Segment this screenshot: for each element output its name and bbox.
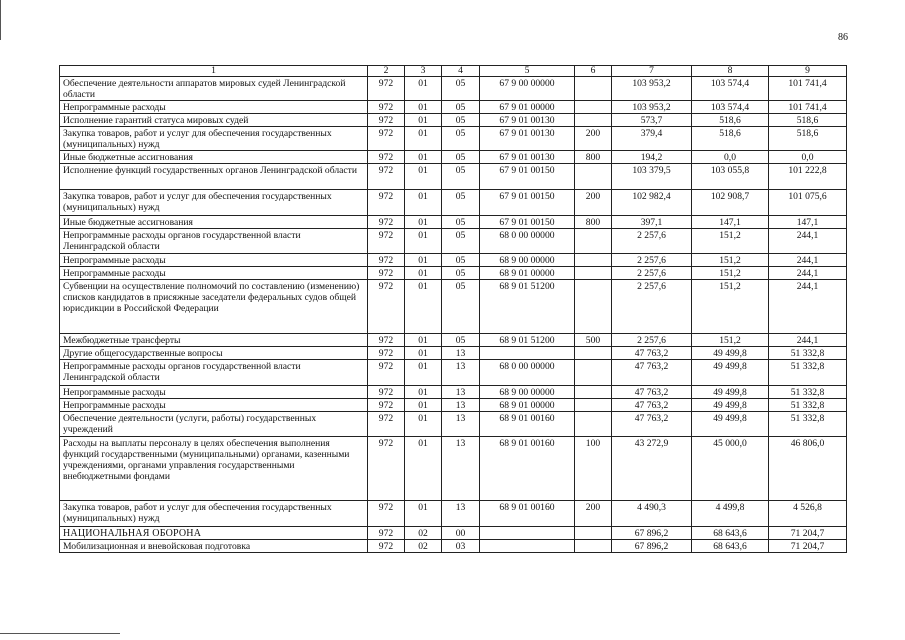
cell-amount-col9: 244,1 — [769, 254, 847, 267]
cell-subsection: 05 — [442, 190, 480, 216]
cell-expense-type — [575, 229, 612, 254]
cell-description: Непрограммные расходы — [60, 267, 368, 280]
cell-amount-col9: 51 332,8 — [769, 386, 847, 399]
cell-amount-col7: 103 953,2 — [612, 77, 692, 101]
cell-subsection: 05 — [442, 216, 480, 229]
cell-section: 01 — [405, 334, 442, 347]
cell-amount-col8: 103 574,4 — [692, 101, 769, 114]
cell-expense-type — [575, 254, 612, 267]
table-row — [60, 190, 847, 216]
cell-amount-col7: 47 763,2 — [612, 412, 692, 437]
cell-description: Иные бюджетные ассигнования — [60, 151, 368, 164]
cell-ministry-code: 972 — [368, 386, 405, 399]
cell-ministry-code: 972 — [368, 190, 405, 216]
cell-amount-col7: 573,7 — [612, 114, 692, 127]
cell-expense-type — [575, 101, 612, 114]
cell-amount-col9: 4 526,8 — [769, 501, 847, 527]
cell-subsection: 05 — [442, 114, 480, 127]
table-row — [60, 151, 847, 164]
cell-amount-col8: 151,2 — [692, 267, 769, 280]
cell-amount-col7: 67 896,2 — [612, 527, 692, 540]
cell-amount-col7: 47 763,2 — [612, 360, 692, 386]
cell-target-article: 68 0 00 00000 — [480, 360, 575, 386]
cell-section: 01 — [405, 501, 442, 527]
cell-subsection: 05 — [442, 334, 480, 347]
cell-description: Расходы на выплаты персоналу в целях обеспечения выполнения функций государственными (муниципальными) органами, казенными учреждениями, органами управления государственными внебюджетными фондами — [60, 437, 368, 501]
cell-amount-col9: 147,1 — [769, 216, 847, 229]
cell-subsection: 05 — [442, 254, 480, 267]
cell-amount-col7: 103 953,2 — [612, 101, 692, 114]
cell-expense-type: 800 — [575, 216, 612, 229]
table-row — [60, 77, 847, 101]
cell-amount-col9: 244,1 — [769, 334, 847, 347]
cell-section: 01 — [405, 360, 442, 386]
cell-ministry-code: 972 — [368, 540, 405, 553]
cell-target-article: 68 9 01 00000 — [480, 267, 575, 280]
scan-edge-mark — [0, 0, 4, 40]
cell-amount-col7: 4 490,3 — [612, 501, 692, 527]
cell-expense-type — [575, 360, 612, 386]
cell-amount-col8: 151,2 — [692, 334, 769, 347]
cell-amount-col8: 49 499,8 — [692, 347, 769, 360]
table-row — [60, 527, 847, 540]
cell-description: Исполнение гарантий статуса мировых судей — [60, 114, 368, 127]
cell-target-article — [480, 527, 575, 540]
cell-amount-col9: 51 332,8 — [769, 412, 847, 437]
cell-amount-col7: 67 896,2 — [612, 540, 692, 553]
cell-amount-col9: 101 222,8 — [769, 164, 847, 190]
cell-target-article: 67 9 01 00130 — [480, 127, 575, 151]
cell-section: 01 — [405, 254, 442, 267]
budget-table — [59, 65, 847, 553]
cell-amount-col8: 49 499,8 — [692, 399, 769, 412]
cell-amount-col9: 71 204,7 — [769, 540, 847, 553]
cell-description: Межбюджетные трансферты — [60, 334, 368, 347]
cell-description: Обеспечение деятельности (услуги, работы) государственных учреждений — [60, 412, 368, 437]
cell-target-article — [480, 540, 575, 553]
cell-ministry-code: 972 — [368, 399, 405, 412]
cell-description: Непрограммные расходы органов государственной власти Ленинградской области — [60, 229, 368, 254]
cell-section: 01 — [405, 412, 442, 437]
cell-amount-col7: 43 272,9 — [612, 437, 692, 501]
cell-subsection: 00 — [442, 527, 480, 540]
cell-amount-col8: 45 000,0 — [692, 437, 769, 501]
cell-description: Непрограммные расходы — [60, 254, 368, 267]
cell-description: Исполнение функций государственных органов Ленинградской области — [60, 164, 368, 190]
table-row — [60, 334, 847, 347]
cell-ministry-code: 972 — [368, 151, 405, 164]
cell-target-article: 68 0 00 00000 — [480, 229, 575, 254]
cell-expense-type — [575, 114, 612, 127]
cell-expense-type — [575, 164, 612, 190]
cell-subsection: 05 — [442, 229, 480, 254]
table-row — [60, 437, 847, 501]
table-row — [60, 347, 847, 360]
header-cell-2: 2 — [368, 66, 405, 77]
cell-subsection: 13 — [442, 437, 480, 501]
cell-amount-col8: 103 574,4 — [692, 77, 769, 101]
header-cell-1: 1 — [60, 66, 368, 77]
cell-subsection: 05 — [442, 267, 480, 280]
cell-subsection: 13 — [442, 347, 480, 360]
header-cell-8: 8 — [692, 66, 769, 77]
cell-amount-col9: 0,0 — [769, 151, 847, 164]
cell-subsection: 05 — [442, 280, 480, 334]
header-cell-5: 5 — [480, 66, 575, 77]
cell-description: Субвенции на осуществление полномочий по составлению (изменению) списков кандидатов в присяжные заседатели федеральных судов общей юрисдикции в Российской Федерации — [60, 280, 368, 334]
cell-amount-col8: 151,2 — [692, 254, 769, 267]
cell-subsection: 05 — [442, 101, 480, 114]
cell-amount-col7: 2 257,6 — [612, 280, 692, 334]
cell-amount-col7: 47 763,2 — [612, 347, 692, 360]
cell-ministry-code: 972 — [368, 114, 405, 127]
cell-ministry-code: 972 — [368, 412, 405, 437]
cell-target-article: 68 9 01 00160 — [480, 412, 575, 437]
cell-ministry-code: 972 — [368, 127, 405, 151]
cell-section: 01 — [405, 347, 442, 360]
cell-section: 01 — [405, 77, 442, 101]
cell-description: Непрограммные расходы — [60, 399, 368, 412]
cell-amount-col9: 244,1 — [769, 267, 847, 280]
cell-description: Непрограммные расходы — [60, 386, 368, 399]
cell-section: 01 — [405, 127, 442, 151]
cell-target-article: 67 9 01 00150 — [480, 164, 575, 190]
cell-section: 01 — [405, 164, 442, 190]
cell-expense-type — [575, 527, 612, 540]
cell-ministry-code: 972 — [368, 101, 405, 114]
cell-target-article: 67 9 01 00130 — [480, 151, 575, 164]
cell-description: Обеспечение деятельности аппаратов мировых судей Ленинградской области — [60, 77, 368, 101]
scan-edge-line — [0, 633, 120, 634]
cell-section: 01 — [405, 101, 442, 114]
cell-amount-col8: 68 643,6 — [692, 540, 769, 553]
cell-description: Закупка товаров, работ и услуг для обеспечения государственных (муниципальных) нужд — [60, 127, 368, 151]
cell-subsection: 05 — [442, 164, 480, 190]
cell-target-article: 68 9 01 00000 — [480, 399, 575, 412]
cell-amount-col9: 51 332,8 — [769, 360, 847, 386]
header-cell-4: 4 — [442, 66, 480, 77]
cell-section: 01 — [405, 399, 442, 412]
cell-subsection: 13 — [442, 360, 480, 386]
cell-target-article: 68 9 01 51200 — [480, 334, 575, 347]
cell-section: 01 — [405, 151, 442, 164]
table-row — [60, 114, 847, 127]
header-cell-7: 7 — [612, 66, 692, 77]
cell-ministry-code: 972 — [368, 437, 405, 501]
table-row — [60, 101, 847, 114]
cell-target-article: 67 9 01 00150 — [480, 216, 575, 229]
cell-amount-col8: 49 499,8 — [692, 360, 769, 386]
cell-amount-col9: 518,6 — [769, 127, 847, 151]
cell-target-article: 68 9 01 51200 — [480, 280, 575, 334]
cell-expense-type — [575, 267, 612, 280]
header-cell-9: 9 — [769, 66, 847, 77]
table-row — [60, 229, 847, 254]
cell-ministry-code: 972 — [368, 334, 405, 347]
cell-subsection: 05 — [442, 151, 480, 164]
table-row — [60, 399, 847, 412]
cell-expense-type — [575, 540, 612, 553]
cell-target-article: 67 9 01 00150 — [480, 190, 575, 216]
cell-amount-col8: 103 055,8 — [692, 164, 769, 190]
cell-section: 01 — [405, 190, 442, 216]
cell-description: НАЦИОНАЛЬНАЯ ОБОРОНА — [60, 527, 368, 540]
cell-expense-type: 500 — [575, 334, 612, 347]
cell-ministry-code: 972 — [368, 216, 405, 229]
cell-description: Непрограммные расходы — [60, 101, 368, 114]
header-cell-6: 6 — [575, 66, 612, 77]
table-row — [60, 127, 847, 151]
cell-amount-col7: 194,2 — [612, 151, 692, 164]
cell-amount-col9: 518,6 — [769, 114, 847, 127]
cell-amount-col7: 102 982,4 — [612, 190, 692, 216]
table-row — [60, 412, 847, 437]
table-row — [60, 540, 847, 553]
cell-expense-type — [575, 386, 612, 399]
cell-section: 01 — [405, 216, 442, 229]
cell-amount-col7: 103 379,5 — [612, 164, 692, 190]
page-number: 86 — [838, 32, 848, 43]
cell-amount-col8: 518,6 — [692, 114, 769, 127]
cell-target-article: 67 9 01 00000 — [480, 101, 575, 114]
cell-target-article: 68 9 00 00000 — [480, 254, 575, 267]
cell-expense-type — [575, 412, 612, 437]
cell-ministry-code: 972 — [368, 254, 405, 267]
cell-section: 02 — [405, 527, 442, 540]
header-cell-3: 3 — [405, 66, 442, 77]
table-body — [60, 66, 847, 553]
cell-amount-col8: 151,2 — [692, 229, 769, 254]
table-row — [60, 386, 847, 399]
cell-subsection: 03 — [442, 540, 480, 553]
cell-amount-col8: 4 499,8 — [692, 501, 769, 527]
table-row — [60, 254, 847, 267]
cell-expense-type — [575, 280, 612, 334]
cell-description: Непрограммные расходы органов государственной власти Ленинградской области — [60, 360, 368, 386]
cell-section: 02 — [405, 540, 442, 553]
cell-description: Закупка товаров, работ и услуг для обеспечения государственных (муниципальных) нужд — [60, 501, 368, 527]
cell-ministry-code: 972 — [368, 347, 405, 360]
cell-amount-col9: 101 741,4 — [769, 77, 847, 101]
cell-amount-col9: 101 075,6 — [769, 190, 847, 216]
cell-amount-col8: 0,0 — [692, 151, 769, 164]
cell-subsection: 13 — [442, 412, 480, 437]
cell-target-article: 68 9 00 00000 — [480, 386, 575, 399]
cell-expense-type: 800 — [575, 151, 612, 164]
table-row — [60, 280, 847, 334]
cell-section: 01 — [405, 386, 442, 399]
cell-section: 01 — [405, 437, 442, 501]
cell-target-article: 68 9 01 00160 — [480, 437, 575, 501]
cell-expense-type: 100 — [575, 437, 612, 501]
cell-amount-col9: 51 332,8 — [769, 399, 847, 412]
table-row — [60, 501, 847, 527]
cell-subsection: 13 — [442, 501, 480, 527]
cell-ministry-code: 972 — [368, 280, 405, 334]
table-row — [60, 267, 847, 280]
cell-expense-type: 200 — [575, 127, 612, 151]
cell-expense-type — [575, 347, 612, 360]
table-header-row — [60, 66, 847, 77]
cell-amount-col7: 2 257,6 — [612, 229, 692, 254]
cell-amount-col7: 47 763,2 — [612, 386, 692, 399]
cell-amount-col8: 151,2 — [692, 280, 769, 334]
cell-target-article: 68 9 01 00160 — [480, 501, 575, 527]
cell-expense-type: 200 — [575, 501, 612, 527]
table-row — [60, 164, 847, 190]
cell-subsection: 05 — [442, 77, 480, 101]
cell-section: 01 — [405, 114, 442, 127]
cell-amount-col7: 47 763,2 — [612, 399, 692, 412]
cell-amount-col7: 397,1 — [612, 216, 692, 229]
cell-amount-col7: 2 257,6 — [612, 254, 692, 267]
cell-ministry-code: 972 — [368, 527, 405, 540]
cell-amount-col9: 71 204,7 — [769, 527, 847, 540]
cell-amount-col8: 102 908,7 — [692, 190, 769, 216]
cell-amount-col8: 68 643,6 — [692, 527, 769, 540]
cell-subsection: 13 — [442, 399, 480, 412]
cell-section: 01 — [405, 280, 442, 334]
cell-expense-type — [575, 399, 612, 412]
cell-ministry-code: 972 — [368, 164, 405, 190]
cell-amount-col8: 49 499,8 — [692, 412, 769, 437]
table-row — [60, 360, 847, 386]
cell-amount-col7: 2 257,6 — [612, 267, 692, 280]
cell-description: Другие общегосударственные вопросы — [60, 347, 368, 360]
cell-amount-col8: 49 499,8 — [692, 386, 769, 399]
cell-expense-type — [575, 77, 612, 101]
cell-amount-col9: 46 806,0 — [769, 437, 847, 501]
cell-description: Мобилизационная и вневойсковая подготовка — [60, 540, 368, 553]
cell-ministry-code: 972 — [368, 267, 405, 280]
cell-expense-type: 200 — [575, 190, 612, 216]
cell-section: 01 — [405, 229, 442, 254]
cell-amount-col8: 518,6 — [692, 127, 769, 151]
cell-description: Закупка товаров, работ и услуг для обеспечения государственных (муниципальных) нужд — [60, 190, 368, 216]
cell-amount-col9: 51 332,8 — [769, 347, 847, 360]
cell-ministry-code: 972 — [368, 501, 405, 527]
cell-description: Иные бюджетные ассигнования — [60, 216, 368, 229]
cell-section: 01 — [405, 267, 442, 280]
cell-ministry-code: 972 — [368, 77, 405, 101]
cell-amount-col8: 147,1 — [692, 216, 769, 229]
cell-amount-col9: 101 741,4 — [769, 101, 847, 114]
cell-subsection: 05 — [442, 127, 480, 151]
cell-amount-col9: 244,1 — [769, 280, 847, 334]
cell-ministry-code: 972 — [368, 229, 405, 254]
cell-target-article: 67 9 00 00000 — [480, 77, 575, 101]
cell-amount-col7: 379,4 — [612, 127, 692, 151]
cell-subsection: 13 — [442, 386, 480, 399]
cell-target-article — [480, 347, 575, 360]
cell-amount-col7: 2 257,6 — [612, 334, 692, 347]
cell-ministry-code: 972 — [368, 360, 405, 386]
cell-target-article: 67 9 01 00130 — [480, 114, 575, 127]
table-row — [60, 216, 847, 229]
cell-amount-col9: 244,1 — [769, 229, 847, 254]
